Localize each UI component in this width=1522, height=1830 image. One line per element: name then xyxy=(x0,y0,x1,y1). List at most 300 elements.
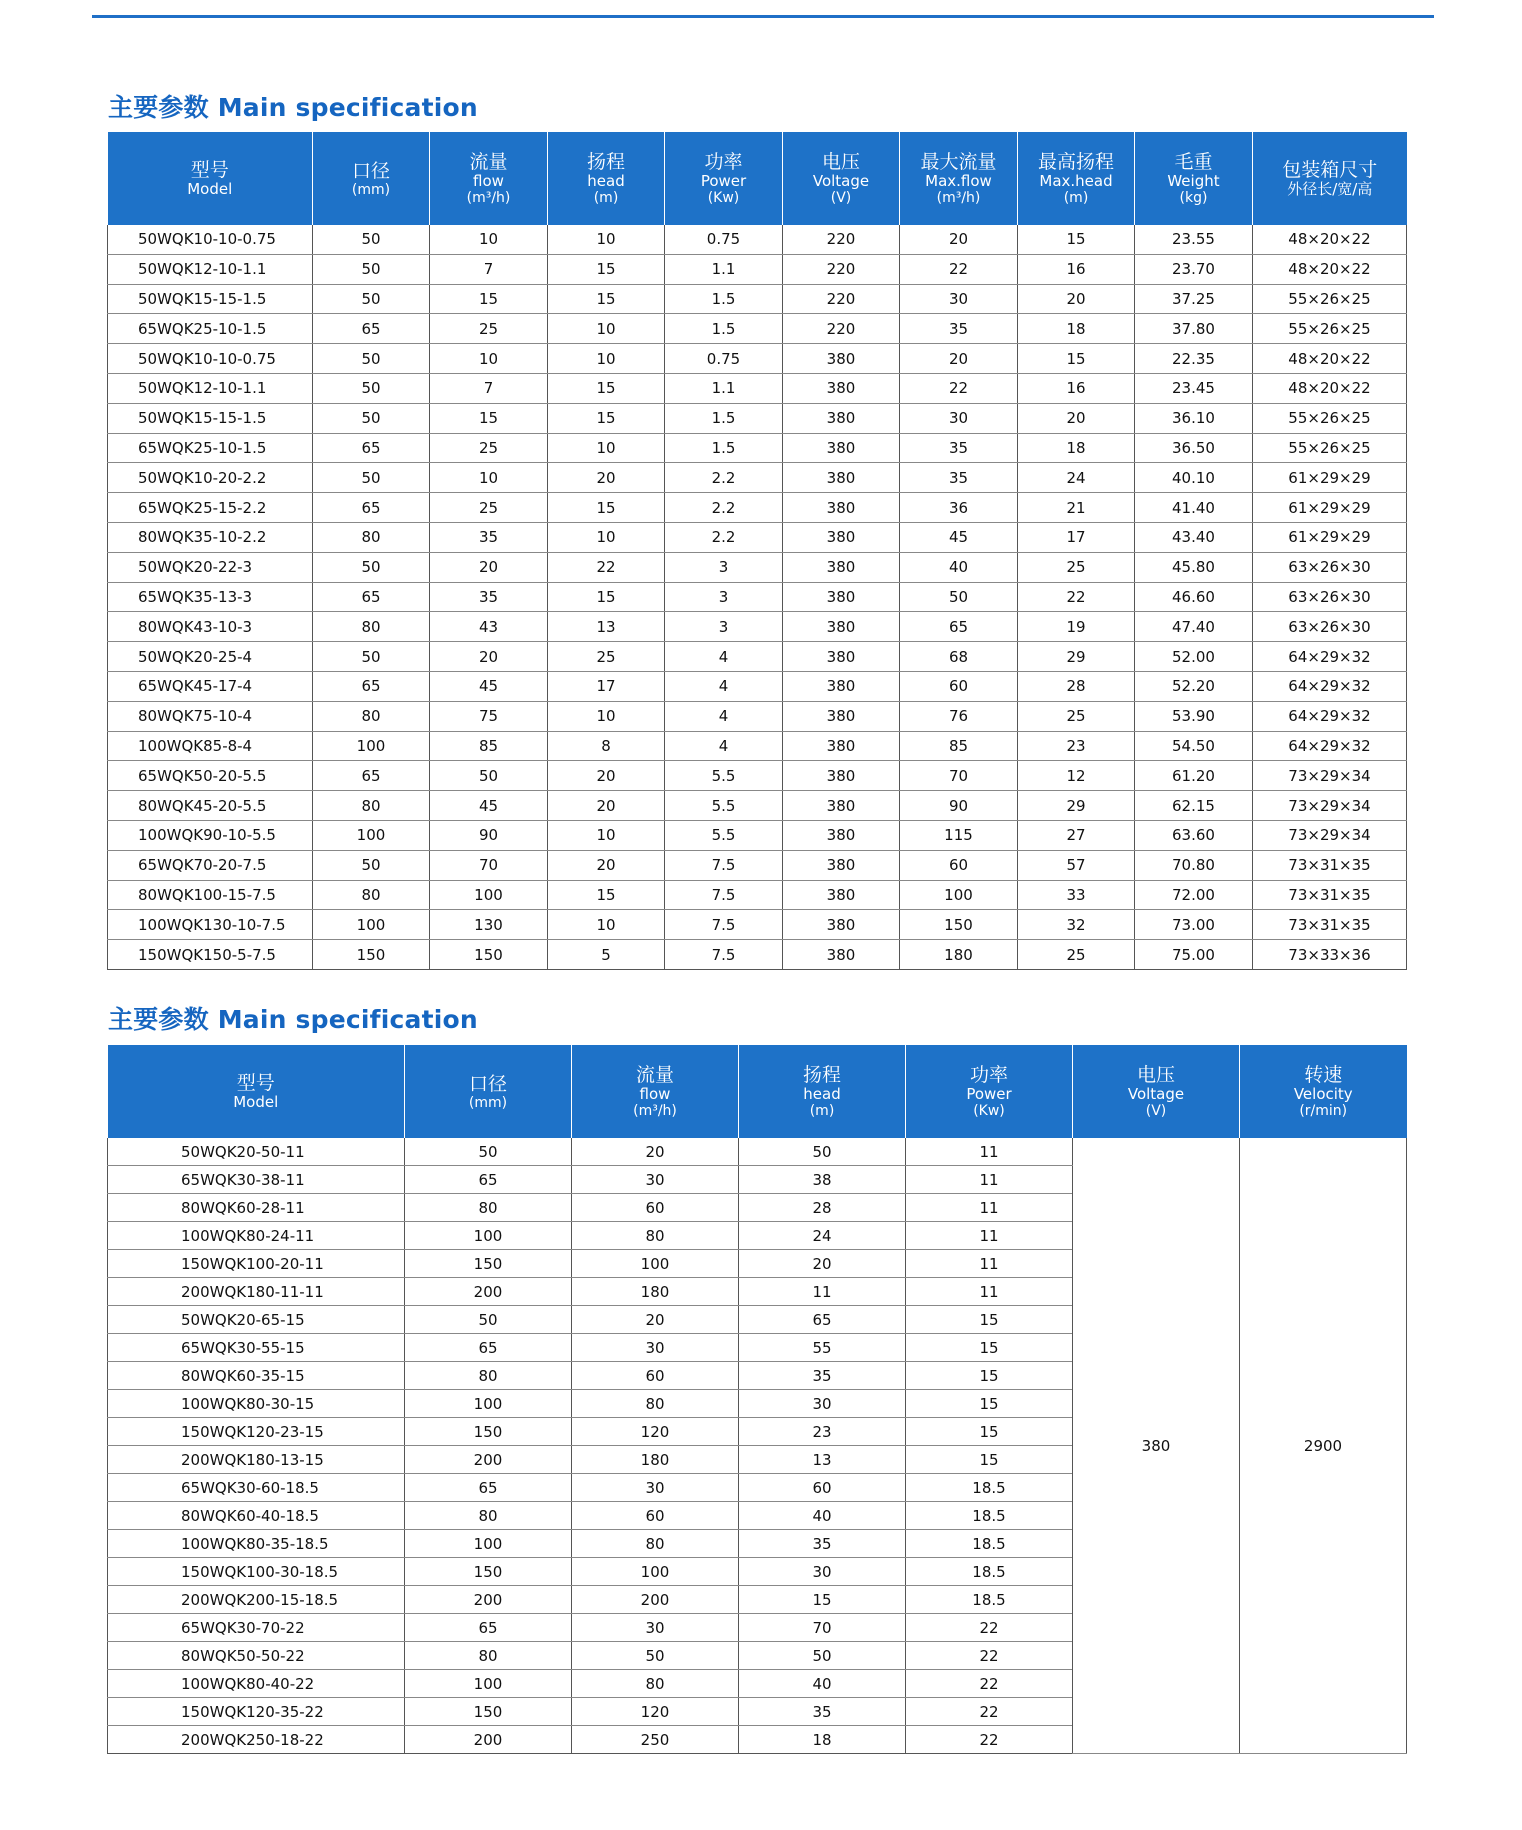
table-cell: 36.50 xyxy=(1135,433,1253,463)
table-cell: 15 xyxy=(548,254,665,284)
table-cell: 13 xyxy=(739,1446,906,1474)
header-unit: (Kw) xyxy=(973,1103,1005,1119)
table-cell: 17 xyxy=(548,671,665,701)
table-cell: 4 xyxy=(665,642,783,672)
table-cell: 50 xyxy=(739,1642,906,1670)
table-row xyxy=(108,820,1407,850)
table-1-header-cell xyxy=(1018,132,1135,225)
header-label-zh: 型号 xyxy=(236,1072,275,1094)
table-cell: 25 xyxy=(1018,940,1135,970)
model-cell: 80WQK100-15-7.5 xyxy=(108,880,313,910)
model-cell: 150WQK120-35-22 xyxy=(108,1698,405,1726)
table-cell: 50 xyxy=(313,463,430,493)
model-cell: 50WQK10-10-0.75 xyxy=(108,344,313,374)
header-unit: (m³/h) xyxy=(936,190,981,206)
table-cell: 35 xyxy=(430,582,548,612)
table-cell: 73×29×34 xyxy=(1253,791,1407,821)
table-cell: 65 xyxy=(405,1166,572,1194)
table-cell: 60 xyxy=(900,671,1018,701)
table-cell: 380 xyxy=(783,642,900,672)
table-cell: 52.20 xyxy=(1135,671,1253,701)
table-cell: 380 xyxy=(783,791,900,821)
table-cell: 80 xyxy=(572,1222,739,1250)
table-cell: 53.90 xyxy=(1135,701,1253,731)
table-1-header-cell xyxy=(108,132,313,225)
model-cell: 65WQK30-60-18.5 xyxy=(108,1474,405,1502)
table-cell: 100 xyxy=(405,1390,572,1418)
table-cell: 15 xyxy=(548,284,665,314)
table-cell: 22 xyxy=(906,1614,1073,1642)
table-cell: 15 xyxy=(548,403,665,433)
table-cell: 73×31×35 xyxy=(1253,850,1407,880)
table-cell: 220 xyxy=(783,314,900,344)
table-cell: 50 xyxy=(572,1642,739,1670)
table-cell: 65 xyxy=(313,582,430,612)
table-cell: 18 xyxy=(1018,314,1135,344)
table-cell: 1.5 xyxy=(665,433,783,463)
table-cell: 22 xyxy=(906,1670,1073,1698)
table-cell: 30 xyxy=(739,1390,906,1418)
table-cell: 130 xyxy=(430,910,548,940)
table-cell: 0.75 xyxy=(665,225,783,254)
table-cell: 30 xyxy=(572,1474,739,1502)
table-cell: 20 xyxy=(548,761,665,791)
model-cell: 50WQK15-15-1.5 xyxy=(108,403,313,433)
model-cell: 100WQK130-10-7.5 xyxy=(108,910,313,940)
table-cell: 23 xyxy=(739,1418,906,1446)
table-cell: 7 xyxy=(430,254,548,284)
table-cell: 20 xyxy=(1018,284,1135,314)
header-label-en: Power xyxy=(700,172,747,190)
header-label-zh: 型号 xyxy=(190,159,229,181)
table-cell: 15 xyxy=(906,1390,1073,1418)
model-cell: 65WQK70-20-7.5 xyxy=(108,850,313,880)
table-1-header-cell xyxy=(665,132,783,225)
header-label-zh: 最高扬程 xyxy=(1037,151,1114,173)
table-row xyxy=(108,850,1407,880)
table-cell: 72.00 xyxy=(1135,880,1253,910)
table-cell: 35 xyxy=(900,314,1018,344)
table-cell: 33 xyxy=(1018,880,1135,910)
model-cell: 150WQK100-20-11 xyxy=(108,1250,405,1278)
model-cell: 50WQK20-50-11 xyxy=(108,1138,405,1166)
table-cell: 65 xyxy=(405,1614,572,1642)
table-cell: 85 xyxy=(900,731,1018,761)
table-row xyxy=(108,373,1407,403)
table-row xyxy=(108,612,1407,642)
table-cell: 0.75 xyxy=(665,344,783,374)
table-cell: 7 xyxy=(430,373,548,403)
table-2-header-cell xyxy=(572,1045,739,1138)
table-cell: 70 xyxy=(739,1614,906,1642)
table-cell: 150 xyxy=(900,910,1018,940)
table-cell: 120 xyxy=(572,1698,739,1726)
table-cell: 55×26×25 xyxy=(1253,433,1407,463)
table-cell: 45 xyxy=(430,671,548,701)
table-cell: 10 xyxy=(430,225,548,254)
table-cell: 61×29×29 xyxy=(1253,522,1407,552)
table-cell: 50 xyxy=(313,254,430,284)
table-cell: 10 xyxy=(548,701,665,731)
table-cell: 60 xyxy=(572,1362,739,1390)
header-label-zh: 口径 xyxy=(468,1072,507,1095)
table-row xyxy=(108,522,1407,552)
voltage-merged-cell: 380 xyxy=(1073,1138,1240,1754)
table-cell: 10 xyxy=(548,314,665,344)
table-cell: 28 xyxy=(739,1194,906,1222)
table-cell: 15 xyxy=(906,1362,1073,1390)
table-cell: 60 xyxy=(572,1194,739,1222)
table-cell: 64×29×32 xyxy=(1253,642,1407,672)
table-cell: 100 xyxy=(313,731,430,761)
table-cell: 380 xyxy=(783,463,900,493)
table-cell: 30 xyxy=(900,284,1018,314)
header-label-zh: 电压 xyxy=(821,151,860,173)
table-cell: 10 xyxy=(430,463,548,493)
model-cell: 65WQK45-17-4 xyxy=(108,671,313,701)
table-cell: 18.5 xyxy=(906,1474,1073,1502)
table-row xyxy=(108,761,1407,791)
table-cell: 45 xyxy=(430,791,548,821)
table-cell: 4 xyxy=(665,671,783,701)
model-cell: 80WQK43-10-3 xyxy=(108,612,313,642)
model-cell: 65WQK30-38-11 xyxy=(108,1166,405,1194)
table-cell: 380 xyxy=(783,582,900,612)
table-cell: 100 xyxy=(430,880,548,910)
table-cell: 22 xyxy=(548,552,665,582)
table-cell: 80 xyxy=(572,1670,739,1698)
table-cell: 64×29×32 xyxy=(1253,731,1407,761)
table-cell: 150 xyxy=(405,1418,572,1446)
model-cell: 100WQK80-40-22 xyxy=(108,1670,405,1698)
table-cell: 15 xyxy=(906,1446,1073,1474)
table-1-header-cell xyxy=(1253,132,1407,225)
table-row xyxy=(108,284,1407,314)
table-cell: 35 xyxy=(739,1530,906,1558)
model-cell: 100WQK80-24-11 xyxy=(108,1222,405,1250)
table-cell: 23.55 xyxy=(1135,225,1253,254)
table-cell: 27 xyxy=(1018,820,1135,850)
table-cell: 21 xyxy=(1018,493,1135,523)
table-cell: 18 xyxy=(739,1726,906,1754)
table-cell: 65 xyxy=(405,1474,572,1502)
header-label-zh: 扬程 xyxy=(586,151,625,173)
header-label-zh: 功率 xyxy=(969,1064,1008,1086)
table-cell: 220 xyxy=(783,254,900,284)
header-unit: (kg) xyxy=(1179,190,1208,206)
table-cell: 5.5 xyxy=(665,791,783,821)
table-row xyxy=(108,731,1407,761)
table-cell: 62.15 xyxy=(1135,791,1253,821)
table-cell: 55×26×25 xyxy=(1253,284,1407,314)
table-cell: 28 xyxy=(1018,671,1135,701)
section-title-1: 主要参数 Main specification xyxy=(108,93,478,122)
table-cell: 22 xyxy=(1018,582,1135,612)
header-unit: (mm) xyxy=(351,181,391,198)
table-cell: 150 xyxy=(430,940,548,970)
table-cell: 220 xyxy=(783,225,900,254)
header-label-zh: 流量 xyxy=(635,1064,674,1086)
header-label-zh: 转速 xyxy=(1304,1064,1343,1086)
table-cell: 1.5 xyxy=(665,403,783,433)
table-cell: 45.80 xyxy=(1135,552,1253,582)
model-cell: 80WQK50-50-22 xyxy=(108,1642,405,1670)
table-cell: 36.10 xyxy=(1135,403,1253,433)
table-cell: 25 xyxy=(1018,701,1135,731)
header-unit: (m) xyxy=(1063,190,1089,206)
table-cell: 10 xyxy=(548,910,665,940)
table-cell: 55×26×25 xyxy=(1253,403,1407,433)
table-cell: 180 xyxy=(572,1278,739,1306)
table-cell: 48×20×22 xyxy=(1253,254,1407,284)
model-cell: 50WQK20-25-4 xyxy=(108,642,313,672)
table-cell: 380 xyxy=(783,522,900,552)
table-cell: 35 xyxy=(430,522,548,552)
table-cell: 150 xyxy=(405,1558,572,1586)
table-cell: 40 xyxy=(739,1502,906,1530)
header-label-zh: 包装箱尺寸 xyxy=(1282,159,1378,181)
table-cell: 1.1 xyxy=(665,373,783,403)
header-label-en: Voltage xyxy=(1127,1085,1185,1103)
table-cell: 10 xyxy=(548,820,665,850)
table-cell: 100 xyxy=(405,1222,572,1250)
table-cell: 7.5 xyxy=(665,940,783,970)
spec-table-1 xyxy=(107,132,1407,970)
table-cell: 20 xyxy=(1018,403,1135,433)
table-cell: 80 xyxy=(572,1390,739,1418)
table-cell: 15 xyxy=(430,403,548,433)
table-cell: 15 xyxy=(548,493,665,523)
table-cell: 200 xyxy=(405,1586,572,1614)
table-cell: 65 xyxy=(313,493,430,523)
table-cell: 13 xyxy=(548,612,665,642)
header-label-zh: 口径 xyxy=(351,159,390,182)
table-cell: 1.1 xyxy=(665,254,783,284)
table-cell: 25 xyxy=(430,314,548,344)
table-row xyxy=(108,671,1407,701)
table-cell: 11 xyxy=(906,1138,1073,1166)
table-cell: 75 xyxy=(430,701,548,731)
table-cell: 120 xyxy=(572,1418,739,1446)
table-1-header-cell xyxy=(548,132,665,225)
table-cell: 32 xyxy=(1018,910,1135,940)
table-cell: 200 xyxy=(572,1586,739,1614)
header-label-zh: 扬程 xyxy=(802,1064,841,1086)
table-cell: 22.35 xyxy=(1135,344,1253,374)
table-cell: 65 xyxy=(313,433,430,463)
table-cell: 1.5 xyxy=(665,284,783,314)
table-cell: 100 xyxy=(313,910,430,940)
table-cell: 380 xyxy=(783,552,900,582)
table-cell: 200 xyxy=(405,1726,572,1754)
table-cell: 1.5 xyxy=(665,314,783,344)
table-cell: 30 xyxy=(900,403,1018,433)
table-cell: 29 xyxy=(1018,791,1135,821)
model-cell: 200WQK200-15-18.5 xyxy=(108,1586,405,1614)
table-cell: 50 xyxy=(313,642,430,672)
table-cell: 380 xyxy=(783,671,900,701)
table-cell: 8 xyxy=(548,731,665,761)
table-cell: 380 xyxy=(783,344,900,374)
table-cell: 10 xyxy=(430,344,548,374)
table-cell: 30 xyxy=(572,1614,739,1642)
table-cell: 64×29×32 xyxy=(1253,701,1407,731)
table-1-header xyxy=(108,132,1407,225)
table-cell: 15 xyxy=(548,373,665,403)
table-cell: 80 xyxy=(313,522,430,552)
table-cell: 24 xyxy=(739,1222,906,1250)
table-cell: 68 xyxy=(900,642,1018,672)
table-cell: 22 xyxy=(906,1698,1073,1726)
table-cell: 20 xyxy=(430,642,548,672)
table-cell: 63.60 xyxy=(1135,820,1253,850)
table-cell: 43.40 xyxy=(1135,522,1253,552)
velocity-merged-cell: 2900 xyxy=(1240,1138,1407,1754)
table-cell: 2.2 xyxy=(665,493,783,523)
table-cell: 36 xyxy=(900,493,1018,523)
table-cell: 150 xyxy=(405,1698,572,1726)
table-cell: 380 xyxy=(783,493,900,523)
model-cell: 100WQK80-30-15 xyxy=(108,1390,405,1418)
table-cell: 80 xyxy=(313,880,430,910)
table-2-header-cell xyxy=(906,1045,1073,1138)
model-cell: 65WQK50-20-5.5 xyxy=(108,761,313,791)
model-cell: 80WQK60-35-15 xyxy=(108,1362,405,1390)
table-cell: 100 xyxy=(572,1250,739,1278)
table-cell: 65 xyxy=(739,1306,906,1334)
table-cell: 5 xyxy=(548,940,665,970)
table-cell: 15 xyxy=(430,284,548,314)
header-unit: (m) xyxy=(593,190,619,206)
model-cell: 150WQK100-30-18.5 xyxy=(108,1558,405,1586)
top-rule xyxy=(92,15,1434,18)
table-cell: 22 xyxy=(906,1726,1073,1754)
table-row xyxy=(108,433,1407,463)
table-cell: 73×31×35 xyxy=(1253,880,1407,910)
model-cell: 80WQK35-10-2.2 xyxy=(108,522,313,552)
model-cell: 65WQK35-13-3 xyxy=(108,582,313,612)
table-cell: 4 xyxy=(665,701,783,731)
table-cell: 45 xyxy=(900,522,1018,552)
table-cell: 15 xyxy=(906,1418,1073,1446)
model-cell: 50WQK12-10-1.1 xyxy=(108,254,313,284)
table-cell: 200 xyxy=(405,1278,572,1306)
table-2-header-cell xyxy=(405,1045,572,1138)
table-cell: 3 xyxy=(665,582,783,612)
table-cell: 64×29×32 xyxy=(1253,671,1407,701)
header-label-zh: 流量 xyxy=(469,151,508,173)
table-cell: 76 xyxy=(900,701,1018,731)
model-cell: 65WQK30-55-15 xyxy=(108,1334,405,1362)
table-cell: 60 xyxy=(900,850,1018,880)
table-cell: 60 xyxy=(572,1502,739,1530)
table-cell: 43 xyxy=(430,612,548,642)
model-cell: 65WQK25-10-1.5 xyxy=(108,314,313,344)
table-cell: 73×29×34 xyxy=(1253,761,1407,791)
table-cell: 380 xyxy=(783,373,900,403)
table-cell: 48×20×22 xyxy=(1253,225,1407,254)
table-cell: 3 xyxy=(665,552,783,582)
table-cell: 57 xyxy=(1018,850,1135,880)
model-cell: 150WQK120-23-15 xyxy=(108,1418,405,1446)
model-cell: 100WQK85-8-4 xyxy=(108,731,313,761)
table-cell: 41.40 xyxy=(1135,493,1253,523)
table-cell: 23.45 xyxy=(1135,373,1253,403)
section-title-2: 主要参数 Main specification xyxy=(108,1005,478,1034)
table-cell: 15 xyxy=(1018,344,1135,374)
table-cell: 50 xyxy=(313,373,430,403)
table-cell: 80 xyxy=(405,1194,572,1222)
table-cell: 38 xyxy=(739,1166,906,1194)
header-unit: (m³/h) xyxy=(633,1103,677,1119)
table-cell: 50 xyxy=(405,1306,572,1334)
table-row xyxy=(108,225,1407,254)
header-label-en: head xyxy=(587,172,625,190)
table-cell: 380 xyxy=(783,880,900,910)
table-cell: 30 xyxy=(572,1334,739,1362)
table-cell: 7.5 xyxy=(665,850,783,880)
model-cell: 50WQK20-65-15 xyxy=(108,1306,405,1334)
table-cell: 15 xyxy=(548,582,665,612)
table-row xyxy=(108,642,1407,672)
table-cell: 180 xyxy=(572,1446,739,1474)
table-row xyxy=(108,314,1407,344)
table-row xyxy=(108,493,1407,523)
model-cell: 200WQK250-18-22 xyxy=(108,1726,405,1754)
table-cell: 35 xyxy=(739,1698,906,1726)
table-cell: 11 xyxy=(906,1222,1073,1250)
table-cell: 40 xyxy=(739,1670,906,1698)
table-cell: 7.5 xyxy=(665,910,783,940)
table-cell: 115 xyxy=(900,820,1018,850)
table-row xyxy=(108,403,1407,433)
table-row xyxy=(108,344,1407,374)
table-cell: 55×26×25 xyxy=(1253,314,1407,344)
model-cell: 50WQK12-10-1.1 xyxy=(108,373,313,403)
table-cell: 50 xyxy=(739,1138,906,1166)
table-cell: 20 xyxy=(572,1306,739,1334)
table-row xyxy=(108,701,1407,731)
table-cell: 35 xyxy=(900,433,1018,463)
table-1-header-cell xyxy=(900,132,1018,225)
table-cell: 4 xyxy=(665,731,783,761)
table-cell: 380 xyxy=(783,701,900,731)
table-row xyxy=(108,463,1407,493)
model-cell: 65WQK30-70-22 xyxy=(108,1614,405,1642)
table-cell: 24 xyxy=(1018,463,1135,493)
header-label-en: Model xyxy=(233,1093,279,1111)
header-label-en: Voltage xyxy=(812,172,870,190)
table-row xyxy=(108,940,1407,970)
table-cell: 35 xyxy=(739,1362,906,1390)
model-cell: 50WQK20-22-3 xyxy=(108,552,313,582)
table-cell: 25 xyxy=(430,493,548,523)
table-cell: 20 xyxy=(900,344,1018,374)
table-cell: 18.5 xyxy=(906,1558,1073,1586)
table-cell: 10 xyxy=(548,522,665,552)
table-cell: 47.40 xyxy=(1135,612,1253,642)
table-cell: 10 xyxy=(548,225,665,254)
table-cell: 50 xyxy=(313,225,430,254)
table-cell: 80 xyxy=(313,701,430,731)
header-label-en: Max.flow xyxy=(925,172,992,190)
model-cell: 50WQK15-15-1.5 xyxy=(108,284,313,314)
model-cell: 100WQK90-10-5.5 xyxy=(108,820,313,850)
table-cell: 50 xyxy=(313,284,430,314)
table-cell: 25 xyxy=(548,642,665,672)
table-cell: 75.00 xyxy=(1135,940,1253,970)
table-cell: 100 xyxy=(405,1670,572,1698)
